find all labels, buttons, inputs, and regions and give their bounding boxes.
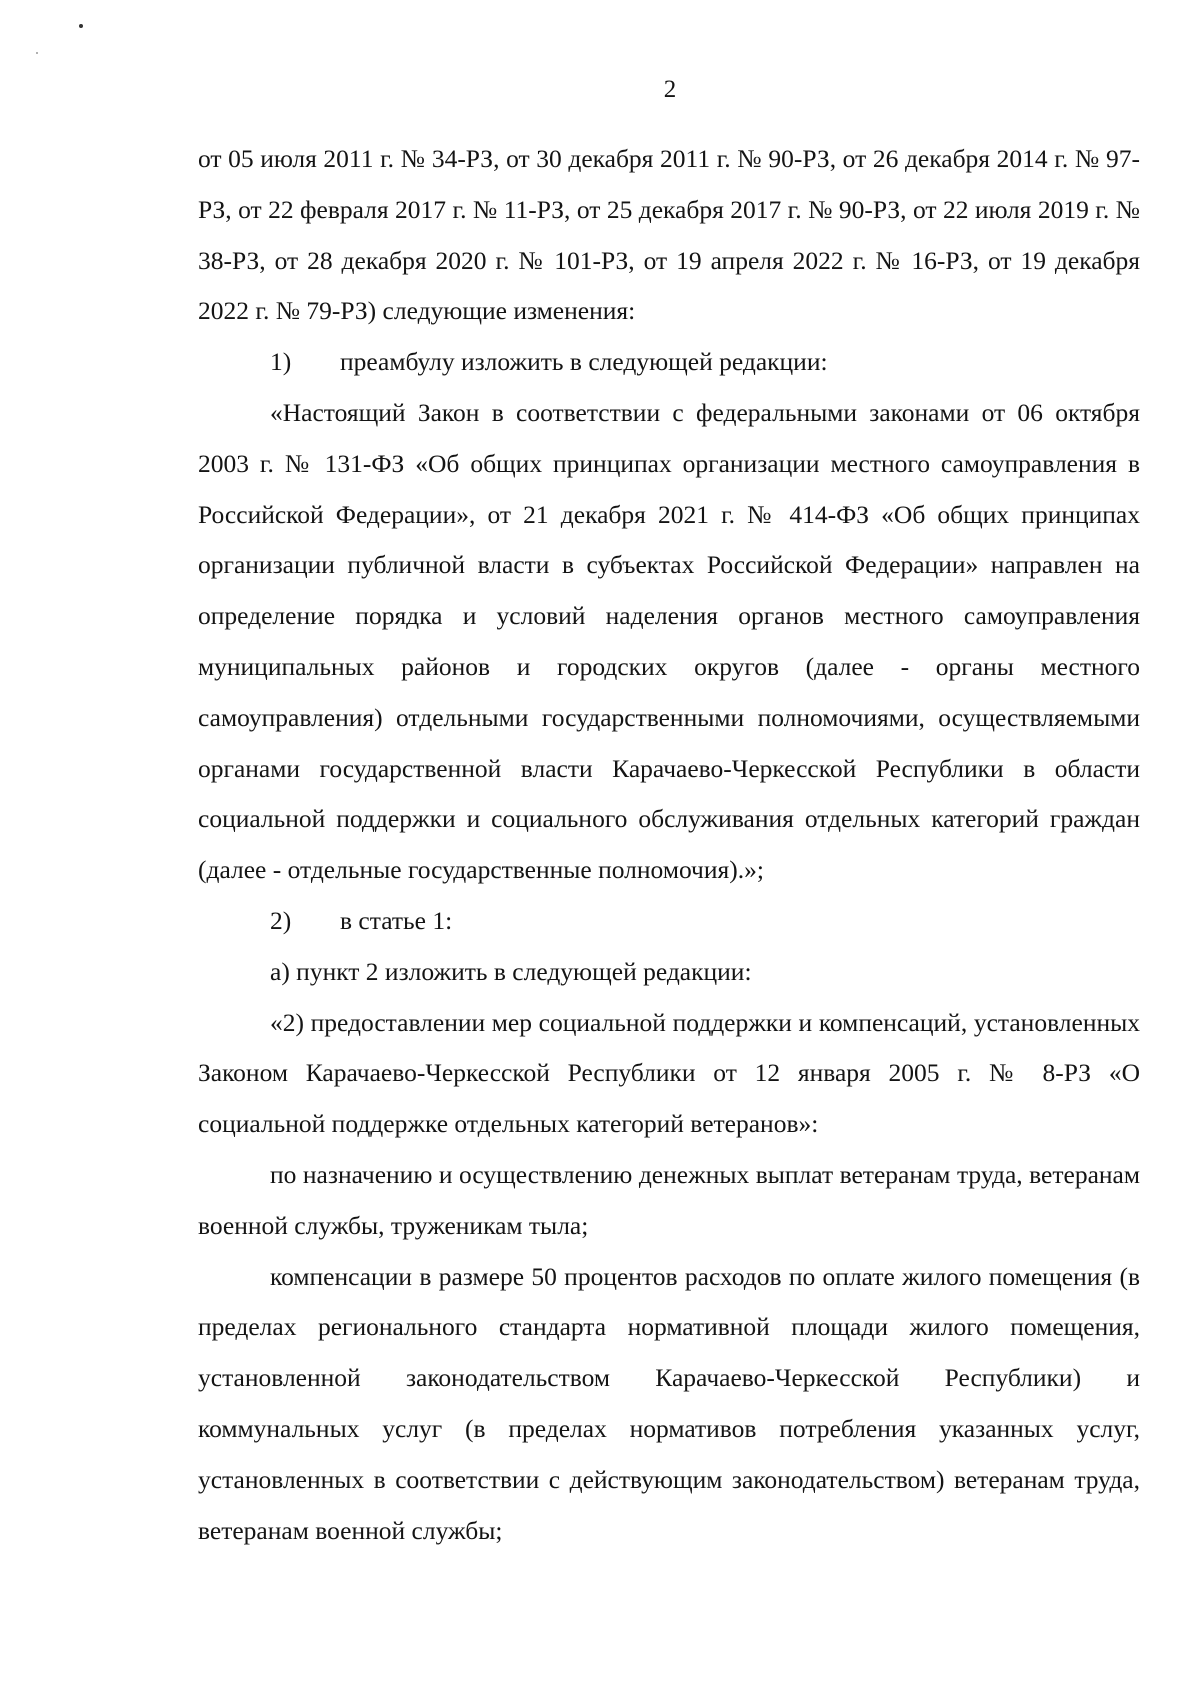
paragraph-text: «Настоящий Закон в соответствии с федеральными законами от 06 октября 2003 г. № 131-ФЗ «Об общих принципах организации местного самоуправления в Российской Федерации», от 21 декабря 2021 г. № 414-ФЗ «Об общих принципах организации публичной власти в субъектах Российской Федерации» направлен на определение порядка и условий наделения органов местного самоуправления муниципальных районов и городских округов (далее - органы местного самоуправления) отдельными государственными полномочиями, осуществляемыми органами государственной власти Карачаево-Черкесской Республики в области социальной поддержки и социального обслуживания отдельных категорий граждан (далее - отдельные государственные полномочия).»; — [198, 397, 1140, 885]
paragraph-amendment-list — [198, 134, 1140, 337]
paragraph-text: «2) предоставлении мер социальной поддержки и компенсаций, установленных Законом Карачаево-Черкесской Республики от 12 января 2005 г. № 8-РЗ «О социальной поддержке отдельных категорий ветеранов»: — [198, 1007, 1140, 1139]
list-number: 1) — [270, 347, 292, 377]
paragraph-text: от 05 июля 2011 г. № 34-РЗ, от 30 декабря 2011 г. № 90-РЗ, от 26 декабря 2014 г. № 97-РЗ, от 22 февраля 2017 г. № 11-РЗ, от 25 декабря 2017 г. № 90-РЗ, от 22 июля 2019 г. № 38-РЗ, от 28 декабря 2020 г. № 101-РЗ, от 19 апреля 2022 г. № 16-РЗ, от 19 декабря 2022 г. № 79-РЗ) следующие изменения: — [198, 144, 1140, 326]
paragraph-text: по назначению и осуществлению денежных выплат ветеранам труда, ветеранам военной службы, труженикам тыла; — [198, 1159, 1140, 1240]
document-body — [198, 134, 1140, 1556]
paragraph-subitem-a — [198, 947, 1140, 998]
paragraph-payments — [198, 1150, 1140, 1252]
list-number: 2) — [270, 905, 292, 935]
paragraph-compensation — [198, 1252, 1140, 1557]
page-number: 2 — [663, 76, 677, 103]
scan-speck — [36, 52, 38, 54]
list-item-preamble — [198, 337, 1140, 388]
paragraph-text: преамбулу изложить в следующей редакции: — [340, 347, 828, 377]
paragraph-text: в статье 1: — [340, 905, 453, 935]
paragraph-preamble-text — [198, 388, 1140, 896]
paragraph-text: компенсации в размере 50 процентов расходов по оплате жилого помещения (в пределах регионального стандарта нормативной площади жилого помещения, установленной законодательством Карачаево-Черкесской Республики) и коммунальных услуг (в пределах нормативов потребления указанных услуг, установленных в соответствии с действующим законодательством) ветеранам труда, ветеранам военной службы; — [198, 1261, 1140, 1545]
list-item-article-1 — [198, 896, 1140, 947]
scan-speck — [79, 24, 83, 28]
paragraph-item-2-text — [198, 998, 1140, 1150]
paragraph-text: а) пункт 2 изложить в следующей редакции: — [270, 956, 752, 986]
